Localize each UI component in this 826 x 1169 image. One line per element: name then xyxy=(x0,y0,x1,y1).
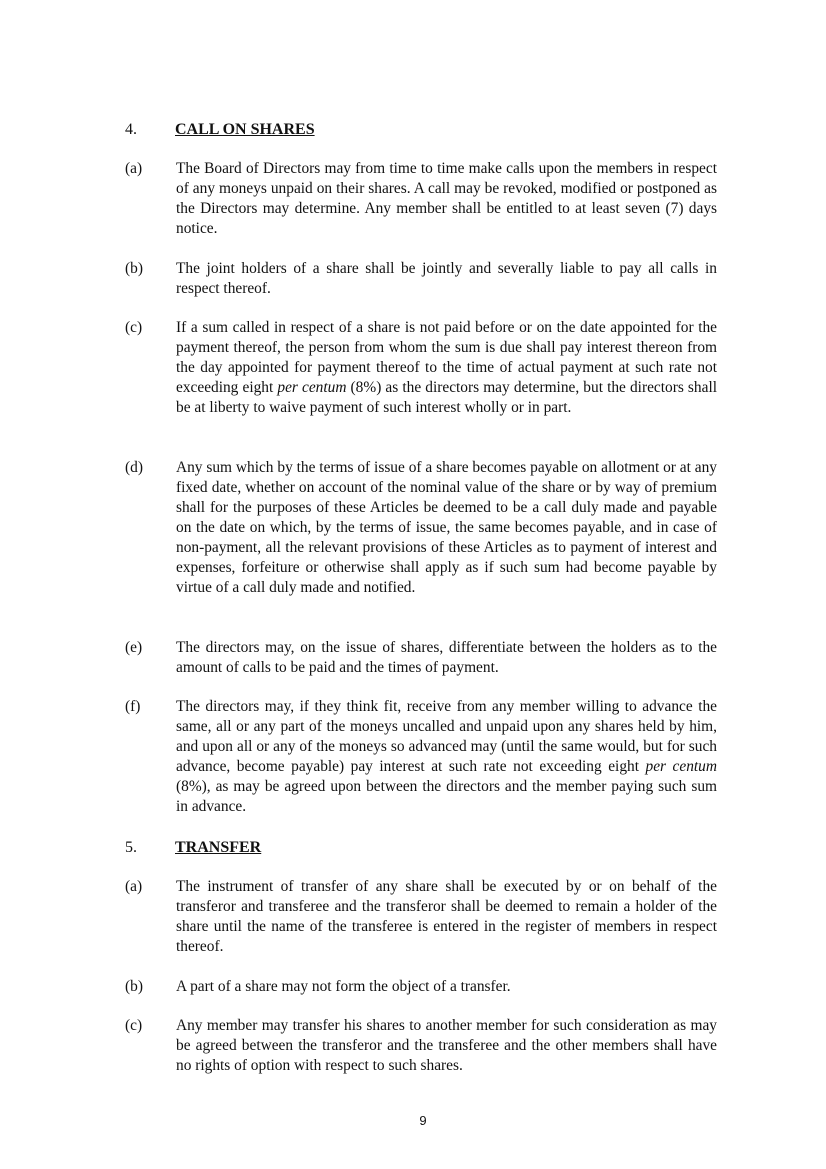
section-number: 5. xyxy=(125,839,137,856)
clause-text: The instrument of transfer of any share shall be executed by or on behalf of the transferor and transferee and the transferor shall be deemed to remain a holder of the share until the name of the transferee is entered in the register of members in respect thereof. xyxy=(176,878,717,955)
clause-4c xyxy=(125,318,717,418)
clause-text-part: If a sum called in respect of a share is not paid before or on the date appointed for the payment thereof, the person from whom the sum is due shall pay interest thereon from the day appointed for payment thereof to the time of actual payment at such rate not exceeding eight xyxy=(176,319,717,396)
clause-label: (d) xyxy=(125,459,143,476)
clause-label: (b) xyxy=(125,978,143,995)
clause-label: (c) xyxy=(125,1017,143,1034)
clause-label: (a) xyxy=(125,878,143,895)
clause-label: (b) xyxy=(125,260,143,277)
clause-4b xyxy=(125,259,717,299)
clause-text-part: (8%) as the directors may determine, but the directors shall be at liberty to waive payment of such interest wholly or in part. xyxy=(176,379,717,416)
clause-label: (a) xyxy=(125,160,143,177)
clause-text: A part of a share may not form the object of a transfer. xyxy=(176,978,511,995)
clause-text-italic: per centum xyxy=(277,379,347,396)
clause-text: The directors may, on the issue of shares, differentiate between the holders as to the amount of calls to be paid and the times of payment. xyxy=(176,639,717,676)
clause-5c xyxy=(125,1016,717,1076)
clause-label: (c) xyxy=(125,319,143,336)
clause-5a xyxy=(125,877,717,957)
clause-text xyxy=(176,697,717,817)
clause-text: The joint holders of a share shall be jointly and severally liable to pay all calls in respect thereof. xyxy=(176,260,717,297)
clause-label: (e) xyxy=(125,639,143,656)
clause-4f xyxy=(125,697,717,817)
clause-4e xyxy=(125,638,717,678)
clause-text: The Board of Directors may from time to time make calls upon the members in respect of any moneys unpaid on their shares. A call may be revoked, modified or postponed as the Directors may determine. Any member shall be entitled to at least seven (7) days notice. xyxy=(176,160,717,237)
clause-text-italic: per centum xyxy=(645,758,717,775)
clause-text: Any member may transfer his shares to another member for such consideration as may be agreed between the transferor and the transferee and the other members shall have no rights of option with respect to such shares. xyxy=(176,1017,717,1074)
section-title: TRANSFER xyxy=(175,839,262,856)
clause-text xyxy=(176,318,717,418)
clause-text-part: (8%), as may be agreed upon between the directors and the member paying such sum in advance. xyxy=(176,778,717,815)
page-number: 9 xyxy=(419,1113,427,1128)
clause-5b xyxy=(125,977,717,997)
clause-text: Any sum which by the terms of issue of a share becomes payable on allotment or at any fixed date, whether on account of the nominal value of the share or by way of premium shall for the purposes of these Articles be deemed to be a call duly made and payable on the date on which, by the terms of issue, the same becomes payable, and in case of non-payment, all the relevant provisions of these Articles as to payment of interest and expenses, forfeiture or otherwise shall apply as if such sum had become payable by virtue of a call duly made and notified. xyxy=(176,459,717,596)
section-title: CALL ON SHARES xyxy=(175,121,315,138)
clause-text-part: The directors may, if they think fit, receive from any member willing to advance the same, all or any part of the moneys uncalled and unpaid upon any shares held by him, and upon all or any of the moneys so advanced may (until the same would, but for such advance, become payable) pay interest at such rate not exceeding eight xyxy=(176,698,717,775)
section-number: 4. xyxy=(125,121,137,138)
clause-4a xyxy=(125,159,717,239)
clause-label: (f) xyxy=(125,698,141,715)
clause-4d xyxy=(125,458,717,598)
